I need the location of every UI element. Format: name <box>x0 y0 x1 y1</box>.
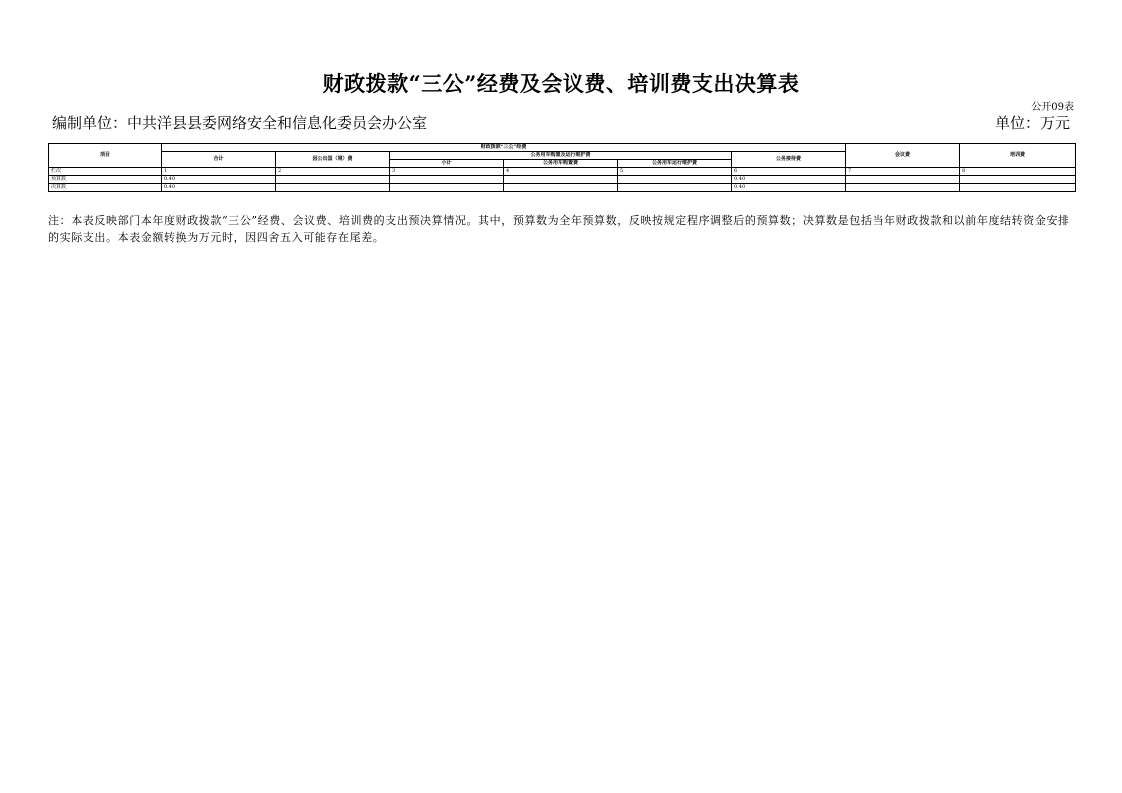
table-cell <box>618 184 732 192</box>
header-three-public-group: 财政拨款“三公”经费 <box>162 144 846 152</box>
footnote: 注：本表反映部门本年度财政拨款“三公”经费、会议费、培训费的支出预决算情况。其中，预算数为全年预算数，反映按规定程序调整后的预算数；决算数是包括当年财政拨款和以前年度结转资金安排的实际支出。本表金额转换为万元时，因四舍五入可能存在尾差。 <box>48 214 1070 244</box>
table-cell <box>276 176 390 184</box>
table-cell: 2 <box>276 168 390 176</box>
table-cell <box>390 184 504 192</box>
header-meeting: 会议费 <box>846 144 960 168</box>
table-row <box>49 176 1076 184</box>
table-cell: 0.40 <box>732 176 846 184</box>
header-vehicle-group: 公务用车购置及运行维护费 <box>390 152 732 160</box>
row-label: 预算数 <box>49 176 162 184</box>
table-cell: 5 <box>618 168 732 176</box>
table-cell: 0.40 <box>732 184 846 192</box>
table-cell: 0.40 <box>162 176 276 184</box>
table-cell: 6 <box>732 168 846 176</box>
table-cell <box>390 176 504 184</box>
header-reception: 公务接待费 <box>732 152 846 168</box>
header-vehicle-operation: 公务用车运行维护费 <box>618 160 732 168</box>
table-cell <box>960 176 1076 184</box>
table-cell: 7 <box>846 168 960 176</box>
table-cell <box>846 184 960 192</box>
table-cell: 0.40 <box>162 184 276 192</box>
table-cell: 8 <box>960 168 1076 176</box>
header-abroad: 因公出国（境）费 <box>276 152 390 168</box>
row-label: 栏次 <box>49 168 162 176</box>
table-row <box>49 184 1076 192</box>
table-cell <box>276 184 390 192</box>
expenditure-table <box>48 143 1076 192</box>
table-row <box>49 168 1076 176</box>
table-cell: 1 <box>162 168 276 176</box>
row-label: 决算数 <box>49 184 162 192</box>
table-cell <box>960 184 1076 192</box>
table-cell <box>618 176 732 184</box>
header-total: 合计 <box>162 152 276 168</box>
table-code: 公开09表 <box>1031 102 1074 113</box>
header-training: 培训费 <box>960 144 1076 168</box>
header-vehicle-purchase: 公务用车购置费 <box>504 160 618 168</box>
header-item: 项目 <box>49 144 162 168</box>
currency-unit-label: 单位：万元 <box>994 114 1070 132</box>
table-cell: 4 <box>504 168 618 176</box>
page-title: 财政拨款“三公”经费及会议费、培训费支出决算表 <box>322 71 800 96</box>
header-subtotal: 小计 <box>390 160 504 168</box>
table-cell <box>504 176 618 184</box>
table-cell <box>846 176 960 184</box>
table-cell: 3 <box>390 168 504 176</box>
table-cell <box>504 184 618 192</box>
org-unit-label: 编制单位：中共洋县县委网络安全和信息化委员会办公室 <box>52 114 428 132</box>
